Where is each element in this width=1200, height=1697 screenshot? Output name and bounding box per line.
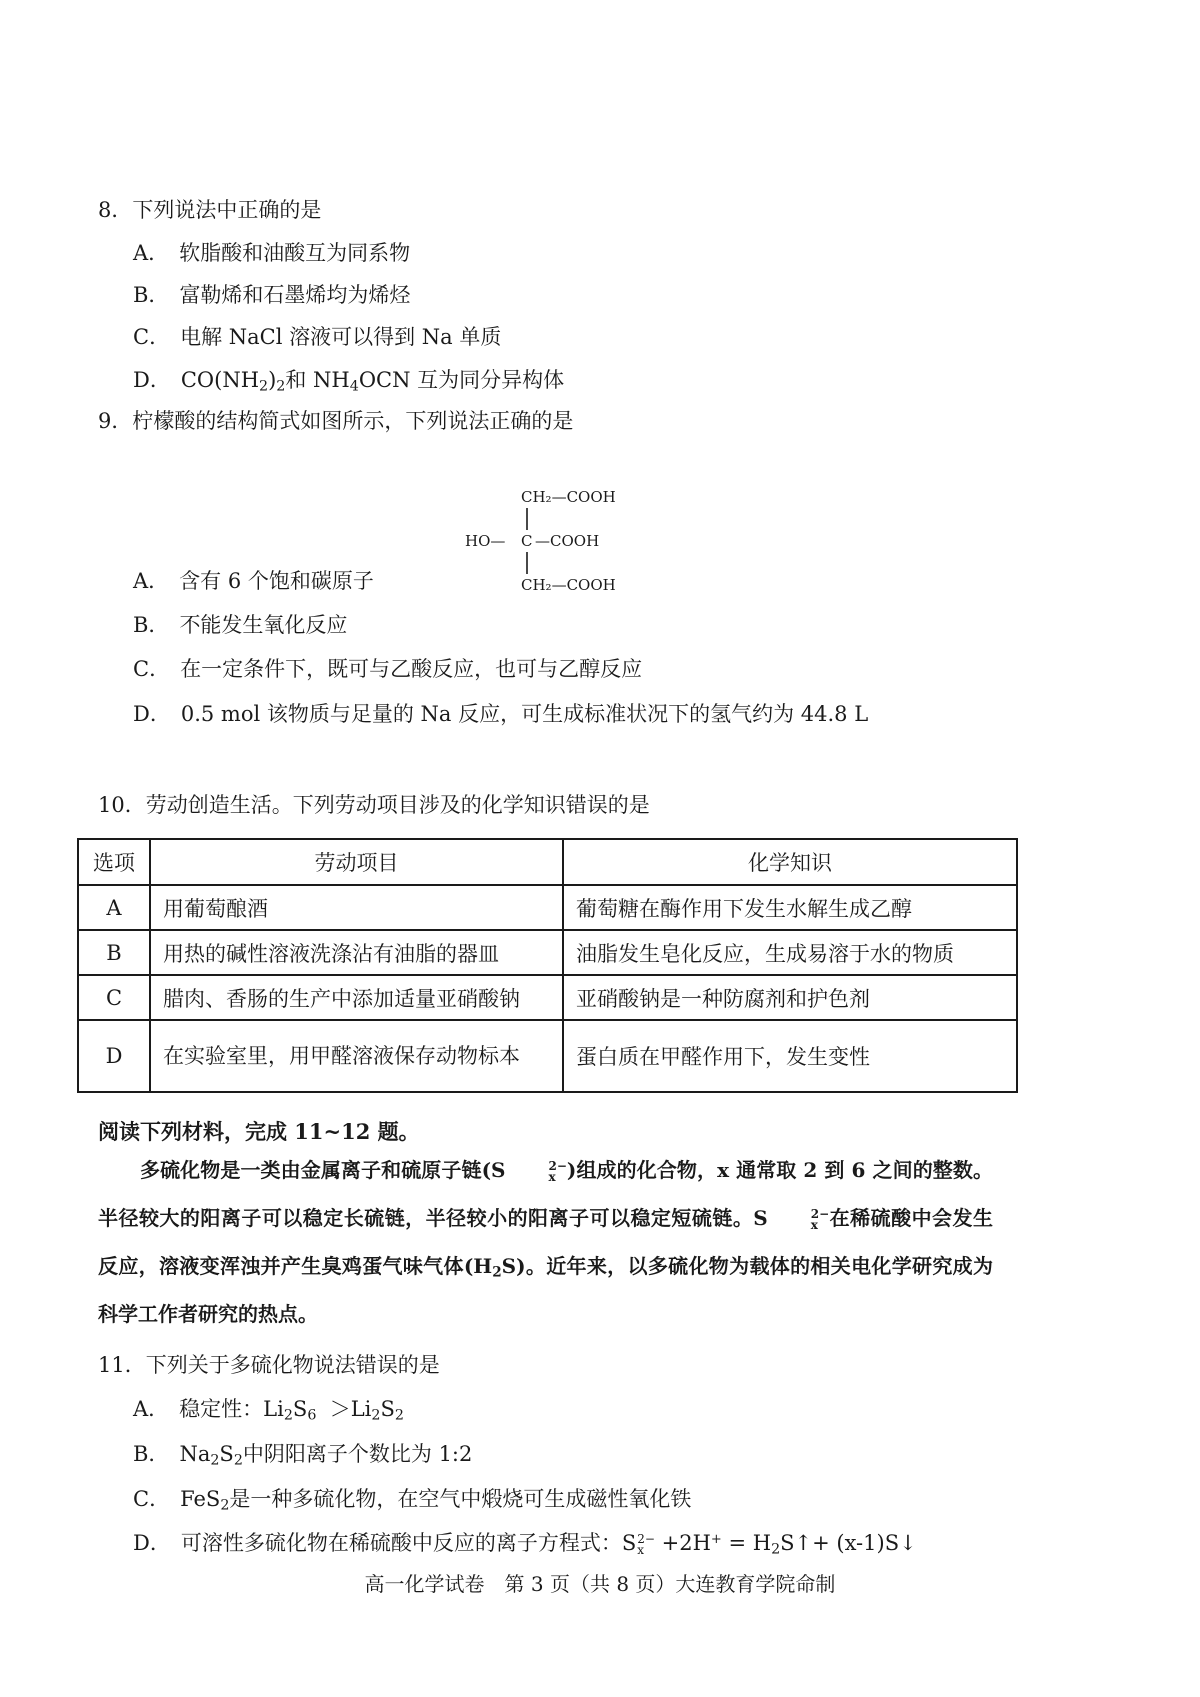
table-cell: 用热的碱性溶液洗涤沾有油脂的器皿 — [150, 930, 563, 975]
subscript: 4 — [349, 378, 359, 395]
option-text: 含有 6 个饱和碳原子 — [179, 569, 374, 593]
q9-option-d — [133, 700, 868, 728]
ion-index — [769, 1206, 830, 1232]
option-text-part: FeS — [180, 1487, 221, 1511]
table-cell: B — [78, 930, 150, 975]
subscript: 2 — [210, 1452, 220, 1469]
option-text-part: S — [380, 1397, 395, 1421]
page-footer: 高一化学试卷 第 3 页（共 8 页）大连教育学院命制 — [364, 1572, 836, 1596]
q11-option-a — [133, 1395, 404, 1423]
option-text-part: 和 NH — [285, 368, 350, 392]
q11-option-c — [133, 1485, 691, 1513]
q8-option-c — [133, 323, 501, 351]
q11-stem: 11．下列关于多硫化物说法错误的是 — [98, 1353, 440, 1377]
structure-bottom-group: CH₂—COOH — [521, 576, 616, 594]
passage-intro: 阅读下列材料，完成 11~12 题。 — [98, 1119, 420, 1144]
option-text-part: 中阴阳离子个数比为 1:2 — [242, 1442, 473, 1466]
option-text: 软脂酸和油酸互为同系物 — [179, 241, 411, 265]
subscript: 2 — [492, 1264, 502, 1281]
q9-option-c — [133, 655, 642, 683]
option-label: A． — [133, 241, 170, 265]
option-text-part: S — [219, 1442, 234, 1466]
option-text-part: S — [292, 1397, 308, 1421]
option-text: 电解 NaCl 溶液可以得到 Na 单质 — [180, 325, 502, 349]
passage-paragraph — [98, 1146, 993, 1338]
ion-index — [507, 1158, 567, 1184]
option-text-part: = H — [721, 1531, 772, 1555]
ion-charge: 2− — [548, 1158, 567, 1173]
subscript: 2 — [394, 1407, 404, 1424]
table-cell: 蛋白质在甲醛作用下，发生变性 — [563, 1020, 1017, 1092]
q9-stem: 9．柠檬酸的结构简式如图所示，下列说法正确的是 — [98, 409, 574, 433]
q8-stem: 8．下列说法中正确的是 — [98, 198, 322, 222]
table-header: 劳动项目 — [150, 839, 563, 885]
ion-charge: 2− — [810, 1206, 830, 1221]
passage-text: )组成的化合物，x 通常取 2 到 6 之间的整数。半径较大的阳离子可以稳定长硫链，半径较小的阳离子可以稳定短硫链。S — [98, 1158, 993, 1230]
option-label: C． — [133, 325, 171, 349]
option-text-part: Na — [179, 1442, 211, 1466]
structure-top-group: CH₂—COOH — [521, 488, 616, 506]
passage-text: S)。近年来，以多硫化物为载体的相关电化学研究成为科学工作者研究的热点。 — [98, 1254, 994, 1326]
q8-option-a — [133, 239, 410, 267]
option-label: D． — [133, 702, 171, 726]
q9-option-b — [133, 611, 347, 639]
option-text: 0.5 mol 该物质与足量的 Na 反应，可生成标准状况下的氢气约为 44.8 L — [180, 702, 869, 726]
structure-middle-group: —COOH — [535, 532, 600, 550]
q9-option-a — [133, 567, 374, 595]
q11-option-b — [133, 1440, 472, 1468]
ion-charge: 2− — [637, 1531, 655, 1546]
table-row — [78, 930, 1017, 975]
option-label: C． — [133, 657, 171, 681]
ion-subscript: x — [810, 1217, 818, 1232]
option-label: B． — [133, 613, 170, 637]
table-cell: 用葡萄酿酒 — [150, 885, 563, 930]
subscript: 2 — [276, 378, 286, 395]
table-cell: 亚硝酸钠是一种防腐剂和护色剂 — [563, 975, 1017, 1020]
table-row — [78, 885, 1017, 930]
subscript: 2 — [771, 1541, 781, 1558]
option-label: B． — [133, 283, 170, 307]
subscript: 2 — [283, 1407, 293, 1424]
subscript: 2 — [259, 378, 269, 395]
option-label: A． — [133, 1397, 170, 1421]
q10-stem: 10．劳动创造生活。下列劳动项目涉及的化学知识错误的是 — [98, 793, 650, 817]
table-header-row — [78, 839, 1017, 885]
subscript: 2 — [233, 1452, 243, 1469]
q8-option-b — [133, 281, 410, 309]
option-text: 在一定条件下，既可与乙酸反应，也可与乙醇反应 — [180, 657, 643, 681]
q8-option-d — [133, 366, 564, 394]
structure-hydroxyl: HO— — [465, 532, 506, 550]
table-header: 化学知识 — [563, 839, 1017, 885]
option-text-part: 是一种多硫化物，在空气中煅烧可生成磁性氧化铁 — [229, 1487, 692, 1511]
option-label: B． — [133, 1442, 170, 1466]
labor-chemistry-table — [77, 838, 1018, 1093]
table-cell: 葡萄糖在酶作用下发生水解生成乙醇 — [563, 885, 1017, 930]
option-text-part: ) — [268, 368, 277, 392]
structure-central-carbon: C — [521, 532, 533, 550]
option-text: 富勒烯和石墨烯均为烯烃 — [179, 283, 411, 307]
table-header: 选项 — [78, 839, 150, 885]
option-label: A． — [133, 569, 170, 593]
option-text: 不能发生氧化反应 — [179, 613, 348, 637]
table-row — [78, 975, 1017, 1020]
option-text-part: OCN 互为同分异构体 — [358, 368, 565, 392]
passage-text: 在稀硫酸中会发生反应，溶液变浑浊并产生臭鸡蛋气味气体(H — [98, 1206, 993, 1278]
table-cell: 油脂发生皂化反应，生成易溶于水的物质 — [563, 930, 1017, 975]
option-label: D． — [133, 1531, 171, 1555]
ion-subscript: x — [637, 1542, 645, 1557]
option-text-part: CO(NH — [180, 368, 260, 392]
q11-option-d — [133, 1529, 917, 1557]
subscript: 2 — [220, 1497, 230, 1514]
passage-text: 多硫化物是一类由金属离子和硫原子链(S — [140, 1158, 506, 1182]
subscript: 6 — [307, 1407, 317, 1424]
table-cell: 腊肉、香肠的生产中添加适量亚硝酸钠 — [150, 975, 563, 1020]
table-cell: C — [78, 975, 150, 1020]
option-label: D． — [133, 368, 171, 392]
option-text-part: 可溶性多硫化物在稀硫酸中反应的离子方程式：S — [180, 1531, 637, 1555]
option-text-part: ＞Li — [316, 1397, 372, 1421]
ion-index — [637, 1531, 655, 1557]
citric-acid-structure — [455, 478, 655, 608]
table-cell: D — [78, 1020, 150, 1092]
superscript: + — [710, 1531, 722, 1547]
subscript: 2 — [371, 1407, 381, 1424]
option-label: C． — [133, 1487, 171, 1511]
table-cell: A — [78, 885, 150, 930]
table-cell: 在实验室里，用甲醛溶液保存动物标本 — [150, 1020, 563, 1092]
table-row — [78, 1020, 1017, 1092]
option-text-part: 稳定性：Li — [179, 1397, 284, 1421]
option-text-part: +2H — [654, 1531, 711, 1555]
ion-subscript: x — [548, 1169, 556, 1184]
option-text-part: S↑+ (x-1)S↓ — [780, 1531, 917, 1555]
